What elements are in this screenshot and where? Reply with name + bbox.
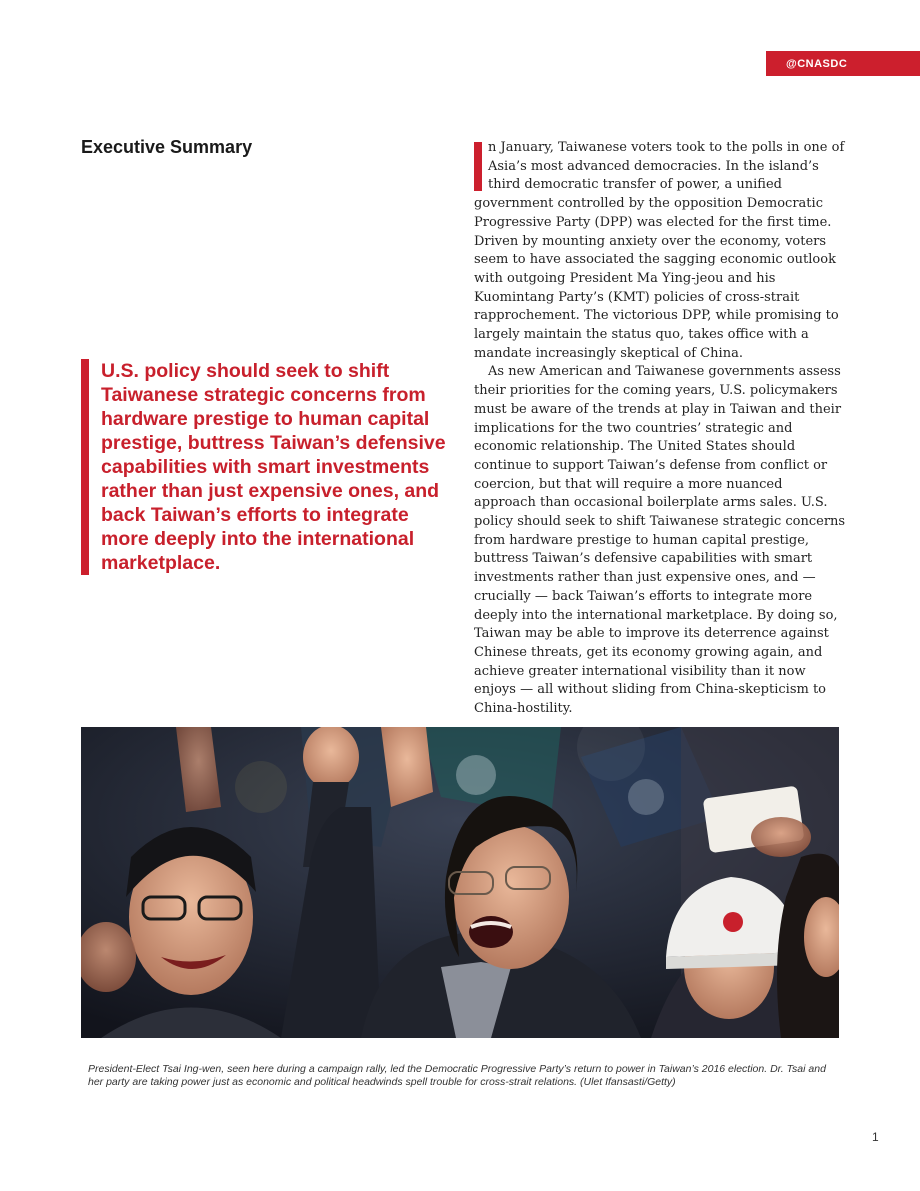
photo-caption: President-Elect Tsai Ing-wen, seen here during a campaign rally, led the Democratic Progressive Party’s return to power in Taiwan’s 2016 election. Dr. Tsai and her party are taking power just as economic and political headwinds spell trouble for cross-strait relations. (Ulet Ifansasti/Getty) <box>88 1063 826 1088</box>
twitter-handle-tag <box>766 51 920 76</box>
body-text-column <box>474 139 846 719</box>
body-paragraph-2: As new American and Taiwanese governments assess their priorities for the coming years, U.S. policymakers must be aware of the trends at play in Taiwan and their implications for the two countries’ strategic and economic relationship. The United States should continue to support Taiwan’s defense from conflict or coercion, but that will require a more nuanced approach than occasional boilerplate arms sales. U.S. policy should seek to shift Taiwanese strategic concerns from hardware prestige to human capital prestige, buttress Taiwan’s defensive capabilities with smart investments rather than just expensive ones, and — crucially — back Taiwan’s efforts to integrate more deeply into the international marketplace. By doing so, Taiwan may be able to improve its deterrence against Chinese threats, get its economy growing again, and achieve greater international visibility than it now enjoys — all without sliding from China-skepticism to China-hostility. <box>474 364 846 717</box>
campaign-rally-photo <box>81 727 839 1038</box>
drop-cap-bar <box>474 142 482 191</box>
twitter-handle-text: @CNASDC <box>786 57 848 70</box>
page-number: 1 <box>872 1130 879 1144</box>
pull-quote: U.S. policy should seek to shift Taiwanese strategic concerns from hardware prestige to human capital prestige, buttress Taiwan’s defensive capabilities with smart investments rather than just expensive ones, and back Taiwan’s efforts to integrate more deeply into the international marketplace. <box>81 359 446 575</box>
body-paragraph-1-text: n January, Taiwanese voters took to the polls in one of Asia’s most advanced democracies. In the island’s third democratic transfer of power, a unified government controlled by the opposition Democratic Progressive Party (DPP) was elected for the first time. Driven by mounting anxiety over the economy, voters seem to have associated the sagging economic outlook with outgoing President Ma Ying-jeou and his Kuomintang Party’s (KMT) policies of cross-strait rapprochement. The victorious DPP, while promising to largely maintain the status quo, takes office with a mandate increasingly skeptical of China. <box>474 140 845 361</box>
body-paragraph-1 <box>474 139 846 363</box>
section-title: Executive Summary <box>81 137 253 157</box>
